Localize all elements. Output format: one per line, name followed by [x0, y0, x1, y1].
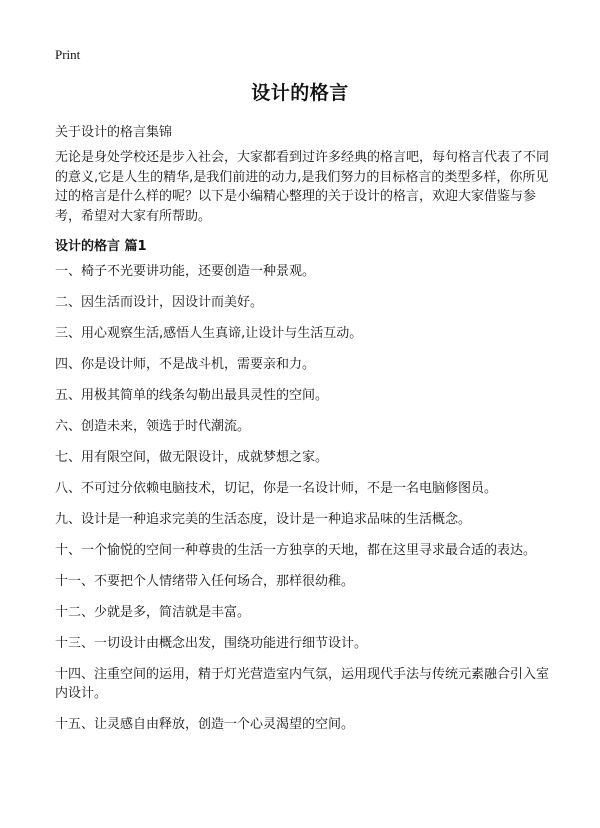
list-item: 十一、不要把个人情绪带入任何场合，那样很幼稚。 [55, 574, 355, 589]
list-item: 三、用心观察生活,感悟人生真谛,让设计与生活互动。 [55, 326, 363, 341]
list-item: 十、一个愉悦的空间一种尊贵的生活一方独享的天地，都在这里寻求最合适的表达。 [55, 543, 537, 558]
list-item: 六、创造未来，领选于时代潮流。 [55, 419, 251, 434]
list-item: 二、因生活而设计，因设计而美好。 [55, 295, 264, 310]
list-item: 十四、注重空间的运用，精于灯光营造室内气氛，运用现代手法与传统元素融合引入室内设计。 [55, 667, 550, 701]
list-item: 十二、少就是多，简洁就是丰富。 [55, 605, 251, 620]
section-heading: 设计的格言 篇1 [55, 239, 147, 254]
list-item: 十五、让灵感自由释放，创造一个心灵渴望的空间。 [55, 717, 355, 732]
list-item: 八、不可过分依赖电脑技术，切记，你是一名设计师，不是一名电脑修图员。 [55, 481, 498, 496]
list-item: 一、椅子不光要讲功能，还要创造一种景观。 [55, 264, 316, 279]
print-link[interactable]: Print [55, 47, 81, 62]
list-item: 十三、一切设计由概念出发，围绕功能进行细节设计。 [55, 636, 368, 651]
list-item: 九、设计是一种追求完美的生活态度，设计是一种追求品味的生活概念。 [55, 512, 472, 527]
page-title: 设计的格言 [251, 82, 349, 104]
subtitle: 关于设计的格言集锦 [55, 125, 173, 140]
quote-list [55, 262, 555, 746]
list-item: 四、你是设计师，不是战斗机，需要亲和力。 [55, 357, 316, 372]
intro-paragraph: 无论是身处学校还是步入社会，大家都看到过许多经典的格言吧，每句格言代表了不同的意义,它是人生的精华,是我们前进的动力,是我们努力的目标格言的类型多样，你所见过的格言是什么样的呢？以下是小编精心整理的关于设计的格言，欢迎大家借鉴与参考，希望对大家有所帮助。 [55, 150, 550, 224]
list-item: 五、用极其简单的线条勾勒出最具灵性的空间。 [55, 388, 329, 403]
list-item: 七、用有限空间，做无限设计，成就梦想之家。 [55, 450, 329, 465]
